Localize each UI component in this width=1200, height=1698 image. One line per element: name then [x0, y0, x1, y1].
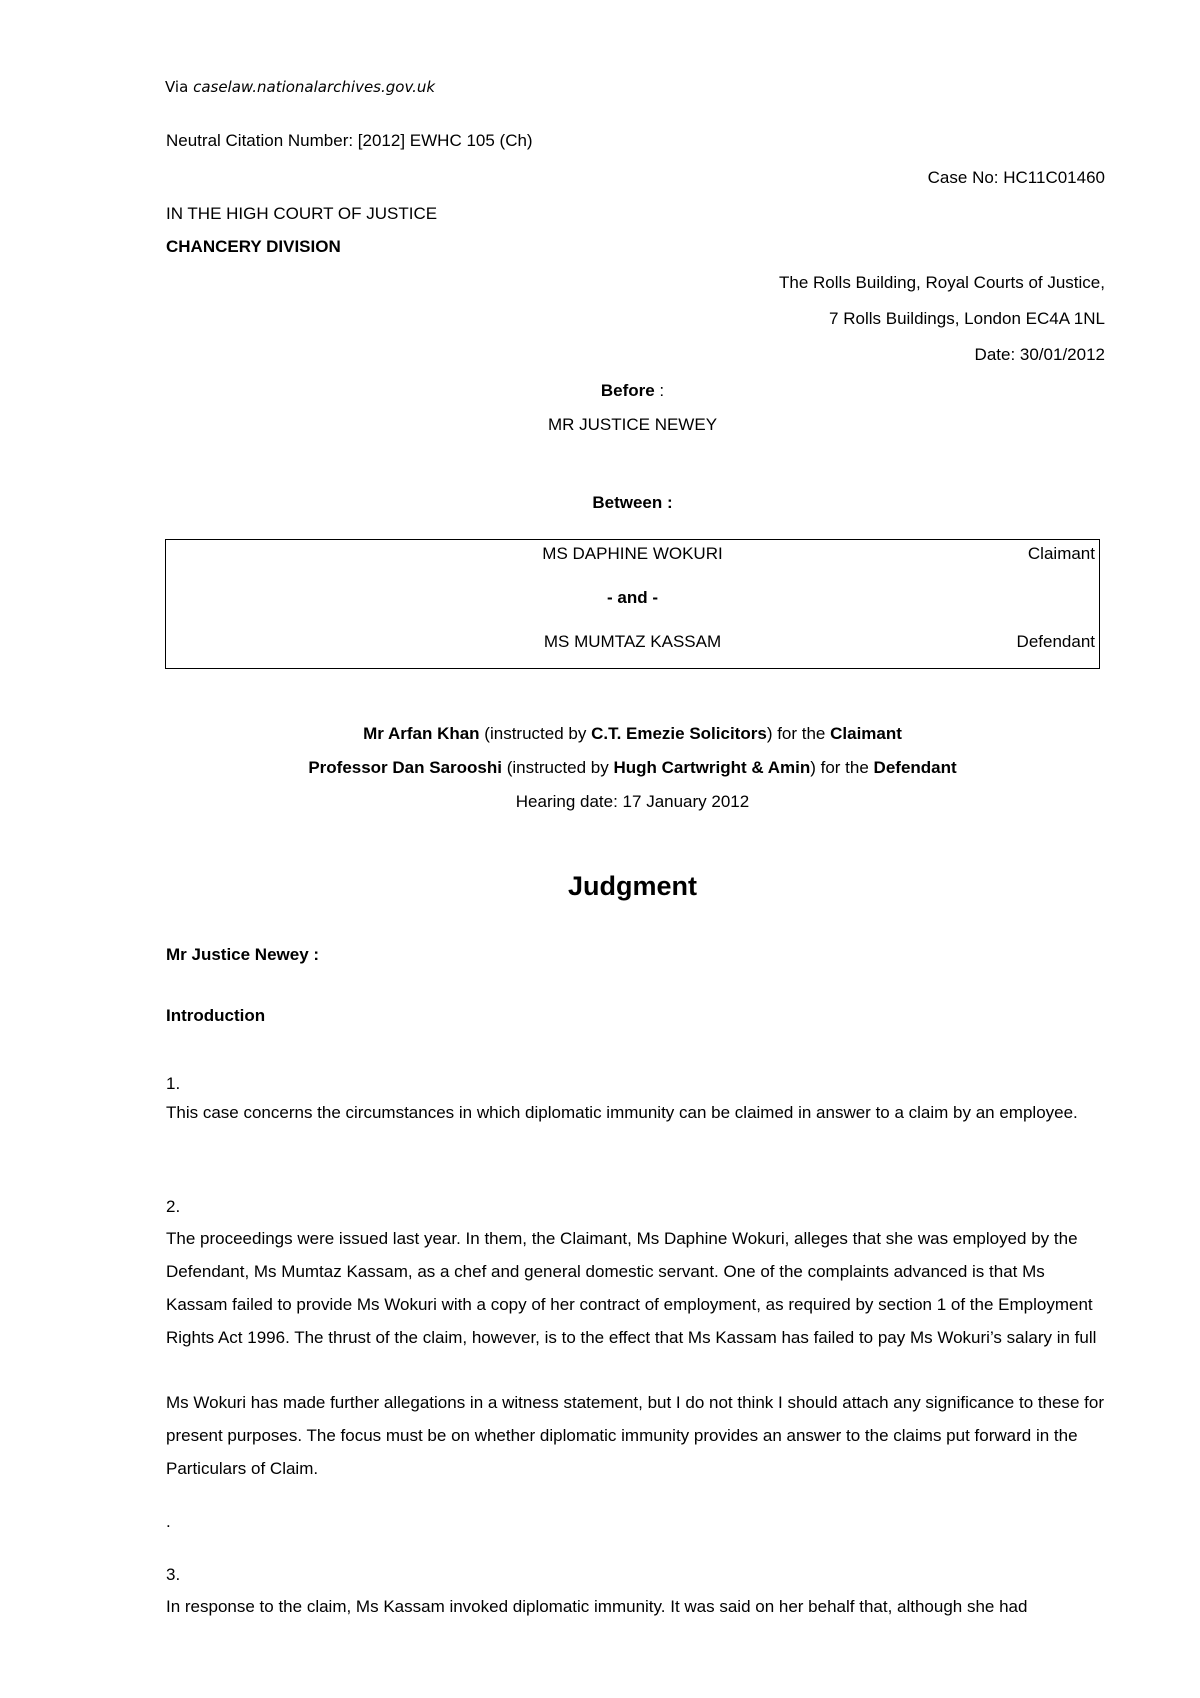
judge-name: MR JUSTICE NEWEY [547, 415, 718, 434]
defendant-counsel: Professor Dan Sarooshi [308, 758, 502, 777]
hearing-date: Hearing date: 17 January 2012 [515, 792, 750, 811]
case-number: Case No: HC11C01460 [927, 168, 1105, 187]
between-label: Between : [592, 493, 673, 512]
defendant-name: MS MUMTAZ KASSAM [543, 632, 722, 651]
and-separator: - and - [607, 588, 658, 607]
defendant-role: Defendant [1016, 632, 1095, 651]
for-the-text: ) for the [810, 758, 874, 777]
stray-period: . [166, 1512, 171, 1531]
counsel-defendant-line [0, 758, 1200, 778]
judge-heading: Mr Justice Newey : [166, 945, 320, 964]
section-heading: Introduction [166, 1006, 266, 1025]
judgment-date: Date: 30/01/2012 [974, 345, 1105, 364]
paragraph-number: 1. [166, 1074, 181, 1093]
paragraph-number: 3. [166, 1565, 181, 1584]
neutral-citation: Neutral Citation Number: [2012] EWHC 105 (Ch) [166, 131, 533, 150]
claimant-label: Claimant [830, 724, 902, 743]
claimant-counsel: Mr Arfan Khan [363, 724, 480, 743]
claimant-role: Claimant [1027, 544, 1095, 563]
source-domain-link[interactable]: caselaw.nationalarchives.gov.uk [193, 78, 436, 96]
court-name: IN THE HIGH COURT OF JUSTICE [166, 204, 438, 223]
before-line [0, 381, 1200, 401]
counsel-claimant-line [0, 724, 1200, 744]
paragraph-text: In response to the claim, Ms Kassam invoked diplomatic immunity. It was said on her behalf that, although she had [166, 1597, 1028, 1616]
division-name: CHANCERY DIVISION [166, 237, 341, 256]
paragraph-text: The proceedings were issued last year. In them, the Claimant, Ms Daphine Wokuri, alleges that she was employed by the Defendant, Ms Mumtaz Kassam, as a chef and general domestic servant. One of the complaints advanced is that Ms Kassam failed to provide Ms Wokuri with a copy of her contract of employment, as required by section 1 of the Employment Rights Act 1996. The thrust of the claim, however, is to the effect that Ms Kassam has failed to pay Ms Wokuri’s salary in full [166, 1229, 1097, 1347]
claimant-solicitors: C.T. Emezie Solicitors [591, 724, 767, 743]
judgment-title: Judgment [567, 871, 697, 901]
before-label: Before [600, 381, 655, 400]
for-the-text: ) for the [766, 724, 831, 743]
source-prefix: Via [165, 78, 189, 96]
paragraph-number: 2. [166, 1197, 181, 1216]
address-line-1: The Rolls Building, Royal Courts of Justice, [779, 273, 1105, 292]
source-line [165, 77, 435, 97]
claimant-name: MS DAPHINE WOKURI [542, 544, 723, 563]
defendant-label: Defendant [873, 758, 957, 777]
paragraph-text: Ms Wokuri has made further allegations in a witness statement, but I do not think I should attach any significance to these for present purposes. The focus must be on whether diplomatic immunity provides an answer to the claims put forward in the Particulars of Claim. [166, 1393, 1105, 1478]
defendant-solicitors: Hugh Cartwright & Amin [613, 758, 811, 777]
address-line-2: 7 Rolls Buildings, London EC4A 1NL [829, 309, 1105, 328]
paragraph-text: This case concerns the circumstances in which diplomatic immunity can be claimed in answer to a claim by an employee. [166, 1103, 1078, 1122]
instructed-by-text: (instructed by [479, 724, 592, 743]
before-colon: : [654, 381, 665, 400]
instructed-by-text: (instructed by [501, 758, 614, 777]
